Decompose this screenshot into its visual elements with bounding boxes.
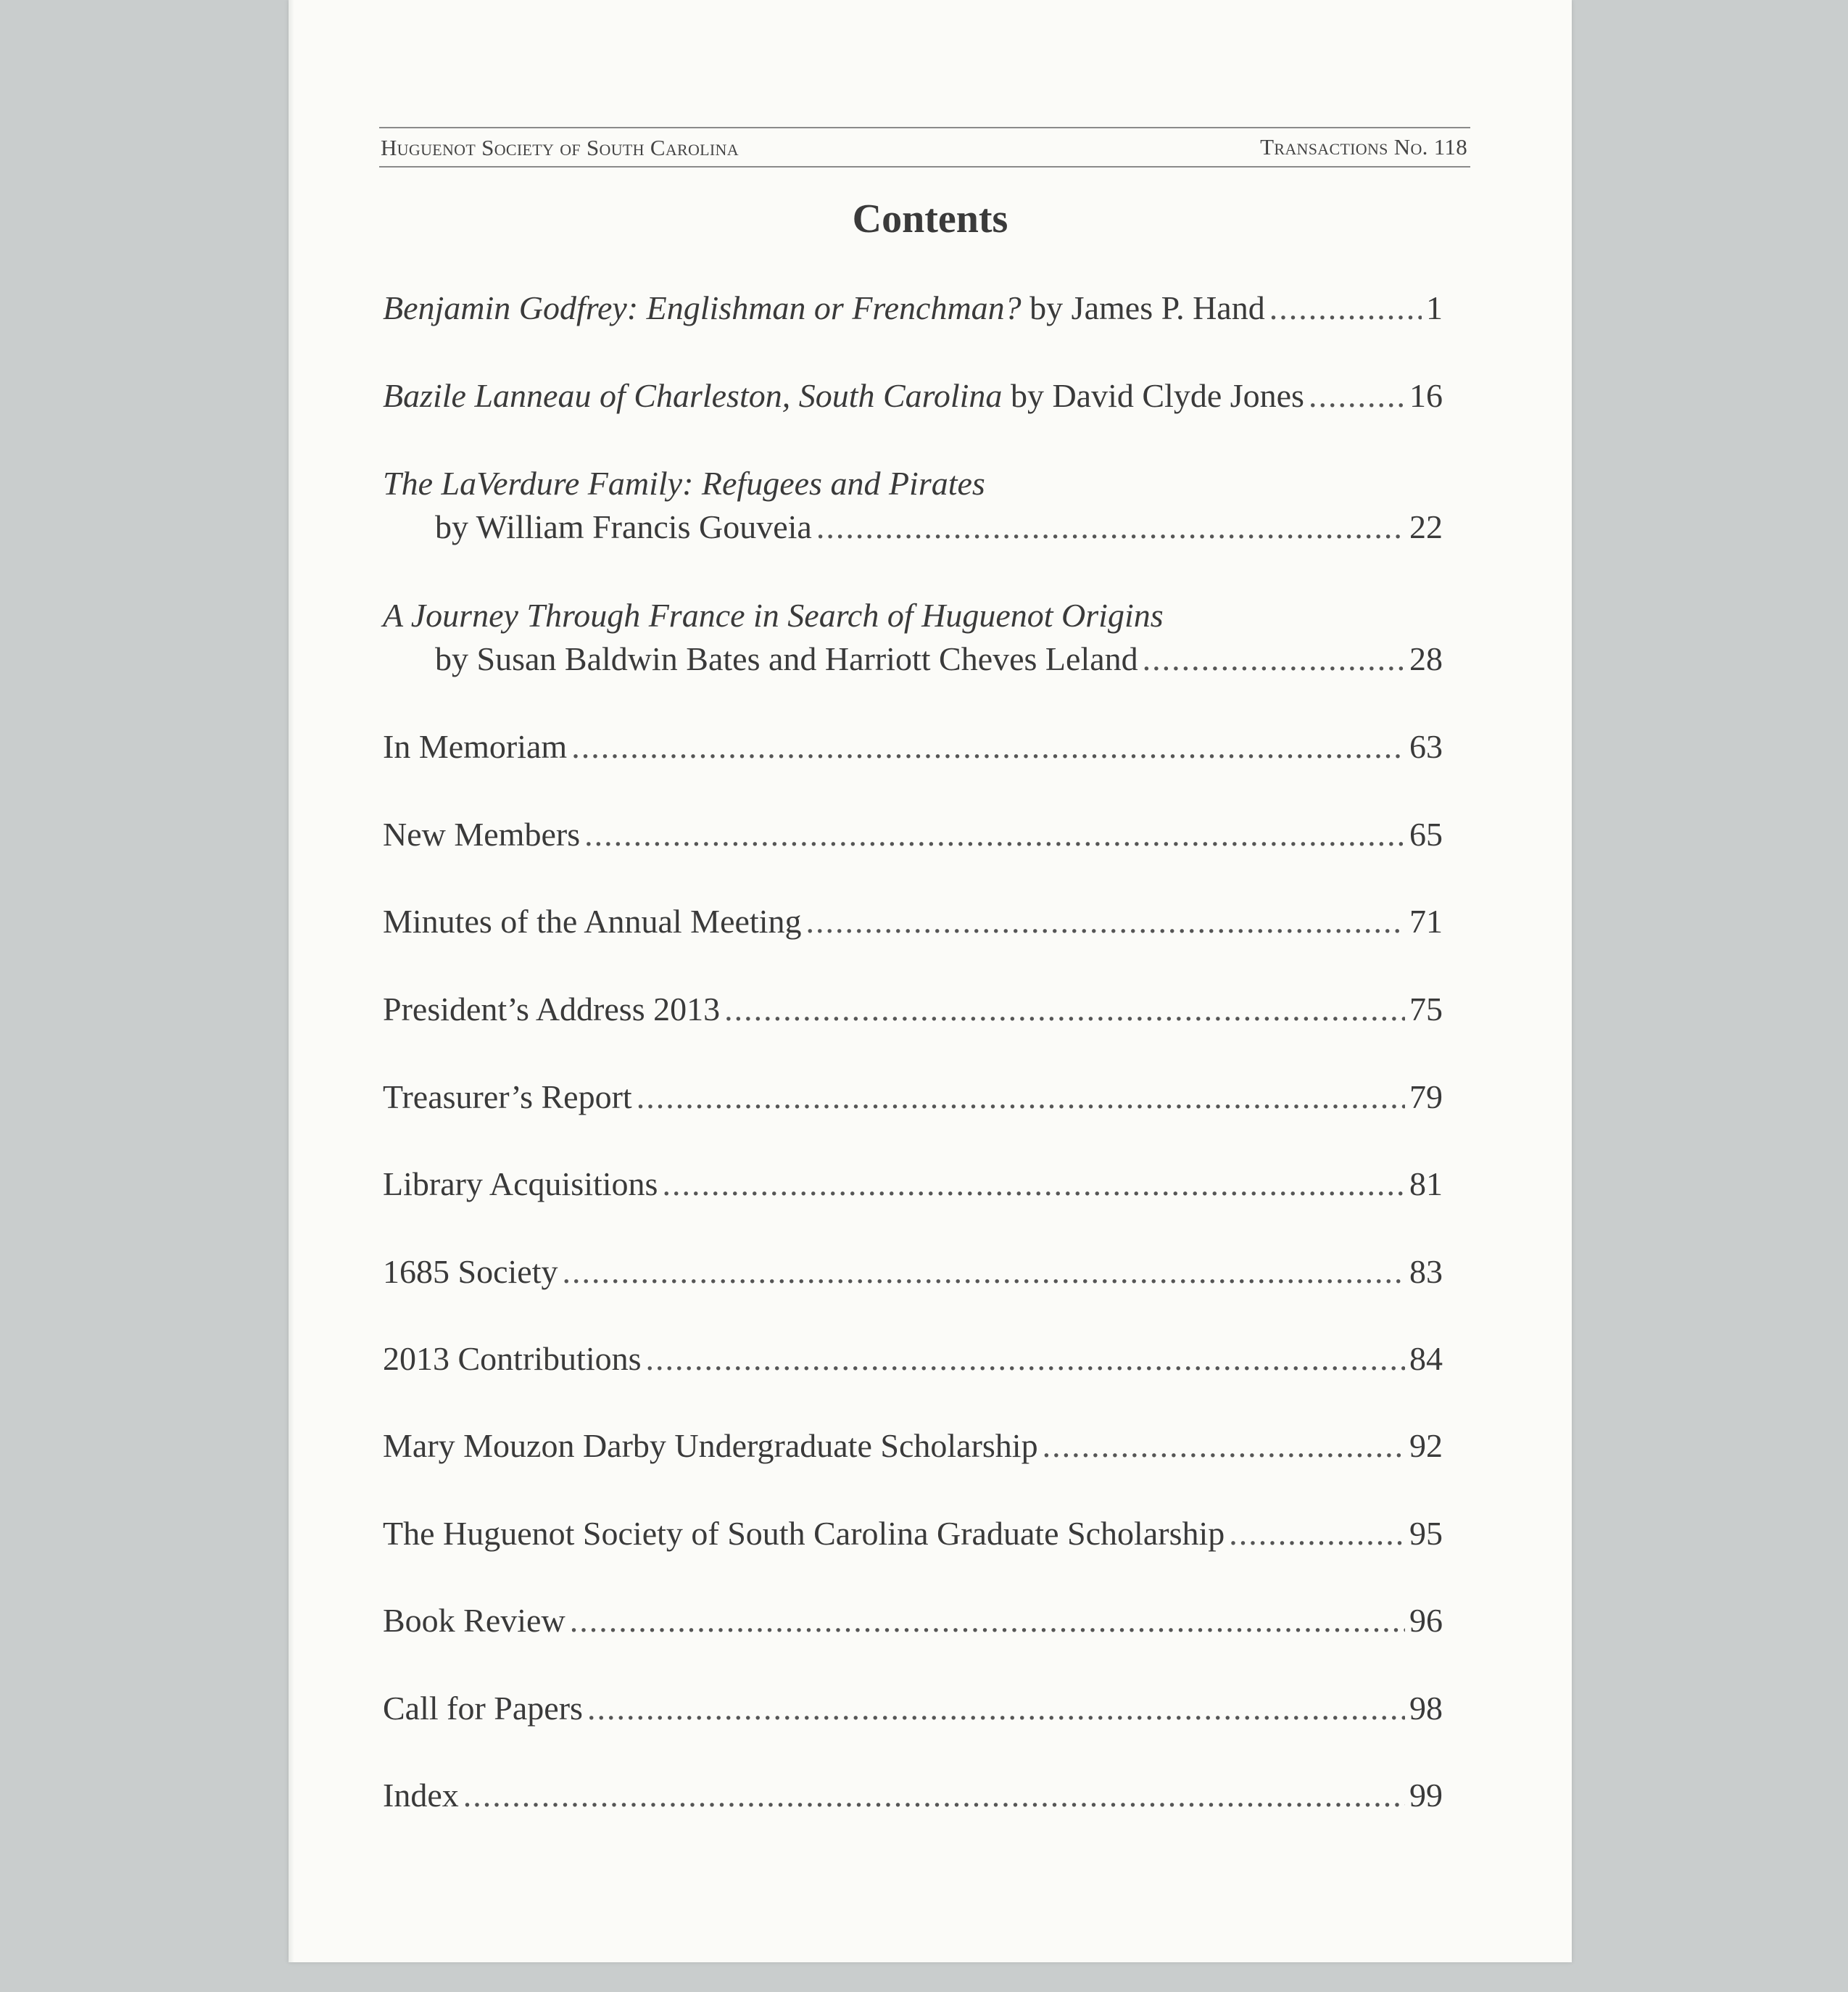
page-number: 92 [1409, 1427, 1443, 1464]
section-label: 1685 Society [383, 1253, 558, 1290]
toc-entry [383, 1599, 1443, 1642]
page-number: 1 [1426, 289, 1443, 326]
document-page [289, 0, 1572, 1962]
toc-entry [383, 900, 1443, 943]
section-label: Minutes of the Annual Meeting [383, 903, 802, 940]
toc-entry [383, 1512, 1443, 1555]
toc-entry [383, 1774, 1443, 1817]
page-number: 84 [1409, 1340, 1443, 1377]
page-number: 96 [1409, 1602, 1443, 1639]
article-title: Bazile Lanneau of Charleston, South Carolina [383, 377, 1003, 414]
toc-entry [383, 1075, 1443, 1119]
article-author: by James P. Hand [1029, 289, 1265, 326]
dot-leader [571, 725, 1405, 769]
dot-leader [584, 813, 1405, 856]
article-title: A Journey Through France in Search of Huguenot Origins [383, 597, 1164, 634]
section-label: President’s Address 2013 [383, 991, 721, 1028]
dot-leader [805, 900, 1405, 943]
dot-leader [1309, 374, 1405, 418]
dot-leader [1269, 286, 1422, 330]
toc-entry [383, 1162, 1443, 1206]
toc-entry [383, 725, 1443, 769]
page-number: 75 [1409, 991, 1443, 1028]
toc-entry [383, 1250, 1443, 1294]
toc-entry [383, 1424, 1443, 1468]
dot-leader [562, 1250, 1405, 1294]
page-number: 28 [1409, 640, 1443, 677]
page-number: 79 [1409, 1078, 1443, 1115]
toc-entry [383, 594, 1443, 681]
section-label: 2013 Contributions [383, 1340, 642, 1377]
page-edge-shadow [289, 0, 294, 1962]
dot-leader [646, 1337, 1405, 1381]
section-label: Library Acquisitions [383, 1165, 658, 1202]
section-label: New Members [383, 816, 581, 853]
page-title: Contents [852, 197, 1008, 241]
dot-leader [637, 1075, 1405, 1119]
page-number: 98 [1409, 1690, 1443, 1727]
dot-leader [816, 505, 1405, 549]
dot-leader [724, 988, 1405, 1031]
article-title: Benjamin Godfrey: Englishman or Frenchman? [383, 289, 1022, 326]
toc-entry [383, 988, 1443, 1031]
section-label: Book Review [383, 1602, 565, 1639]
header-society-name: Huguenot Society of South Carolina [381, 135, 739, 160]
dot-leader [587, 1687, 1405, 1730]
page-number: 22 [1409, 508, 1443, 545]
article-title: The LaVerdure Family: Refugees and Pirates [383, 465, 985, 502]
section-label: Index [383, 1777, 459, 1814]
section-label: In Memoriam [383, 728, 568, 765]
dot-leader [463, 1774, 1405, 1817]
toc-entry [383, 1337, 1443, 1381]
article-author: by Susan Baldwin Bates and Harriott Cheves Leland [435, 640, 1138, 677]
dot-leader [1043, 1424, 1405, 1468]
section-label: Call for Papers [383, 1690, 583, 1727]
section-label: The Huguenot Society of South Carolina Graduate Scholarship [383, 1515, 1225, 1552]
article-author: by David Clyde Jones [1010, 377, 1304, 414]
section-label: Mary Mouzon Darby Undergraduate Scholarship [383, 1427, 1038, 1464]
dot-leader [570, 1599, 1405, 1642]
page-number: 63 [1409, 728, 1443, 765]
toc-entry [383, 813, 1443, 856]
dot-leader [1143, 637, 1405, 681]
page-number: 65 [1409, 816, 1443, 853]
toc-entry [383, 374, 1443, 418]
dot-leader [662, 1162, 1405, 1206]
toc-entry [383, 1687, 1443, 1730]
page-number: 83 [1409, 1253, 1443, 1290]
toc-entry [383, 462, 1443, 549]
page-number: 99 [1409, 1777, 1443, 1814]
running-header [379, 127, 1470, 168]
header-transactions-number: Transactions No. 118 [1260, 134, 1467, 160]
page-number: 95 [1409, 1515, 1443, 1552]
page-number: 81 [1409, 1165, 1443, 1202]
toc-entry [383, 286, 1443, 330]
page-number: 16 [1409, 377, 1443, 414]
section-label: Treasurer’s Report [383, 1078, 632, 1115]
article-author: by William Francis Gouveia [435, 508, 812, 545]
dot-leader [1229, 1512, 1405, 1555]
page-number: 71 [1409, 903, 1443, 940]
